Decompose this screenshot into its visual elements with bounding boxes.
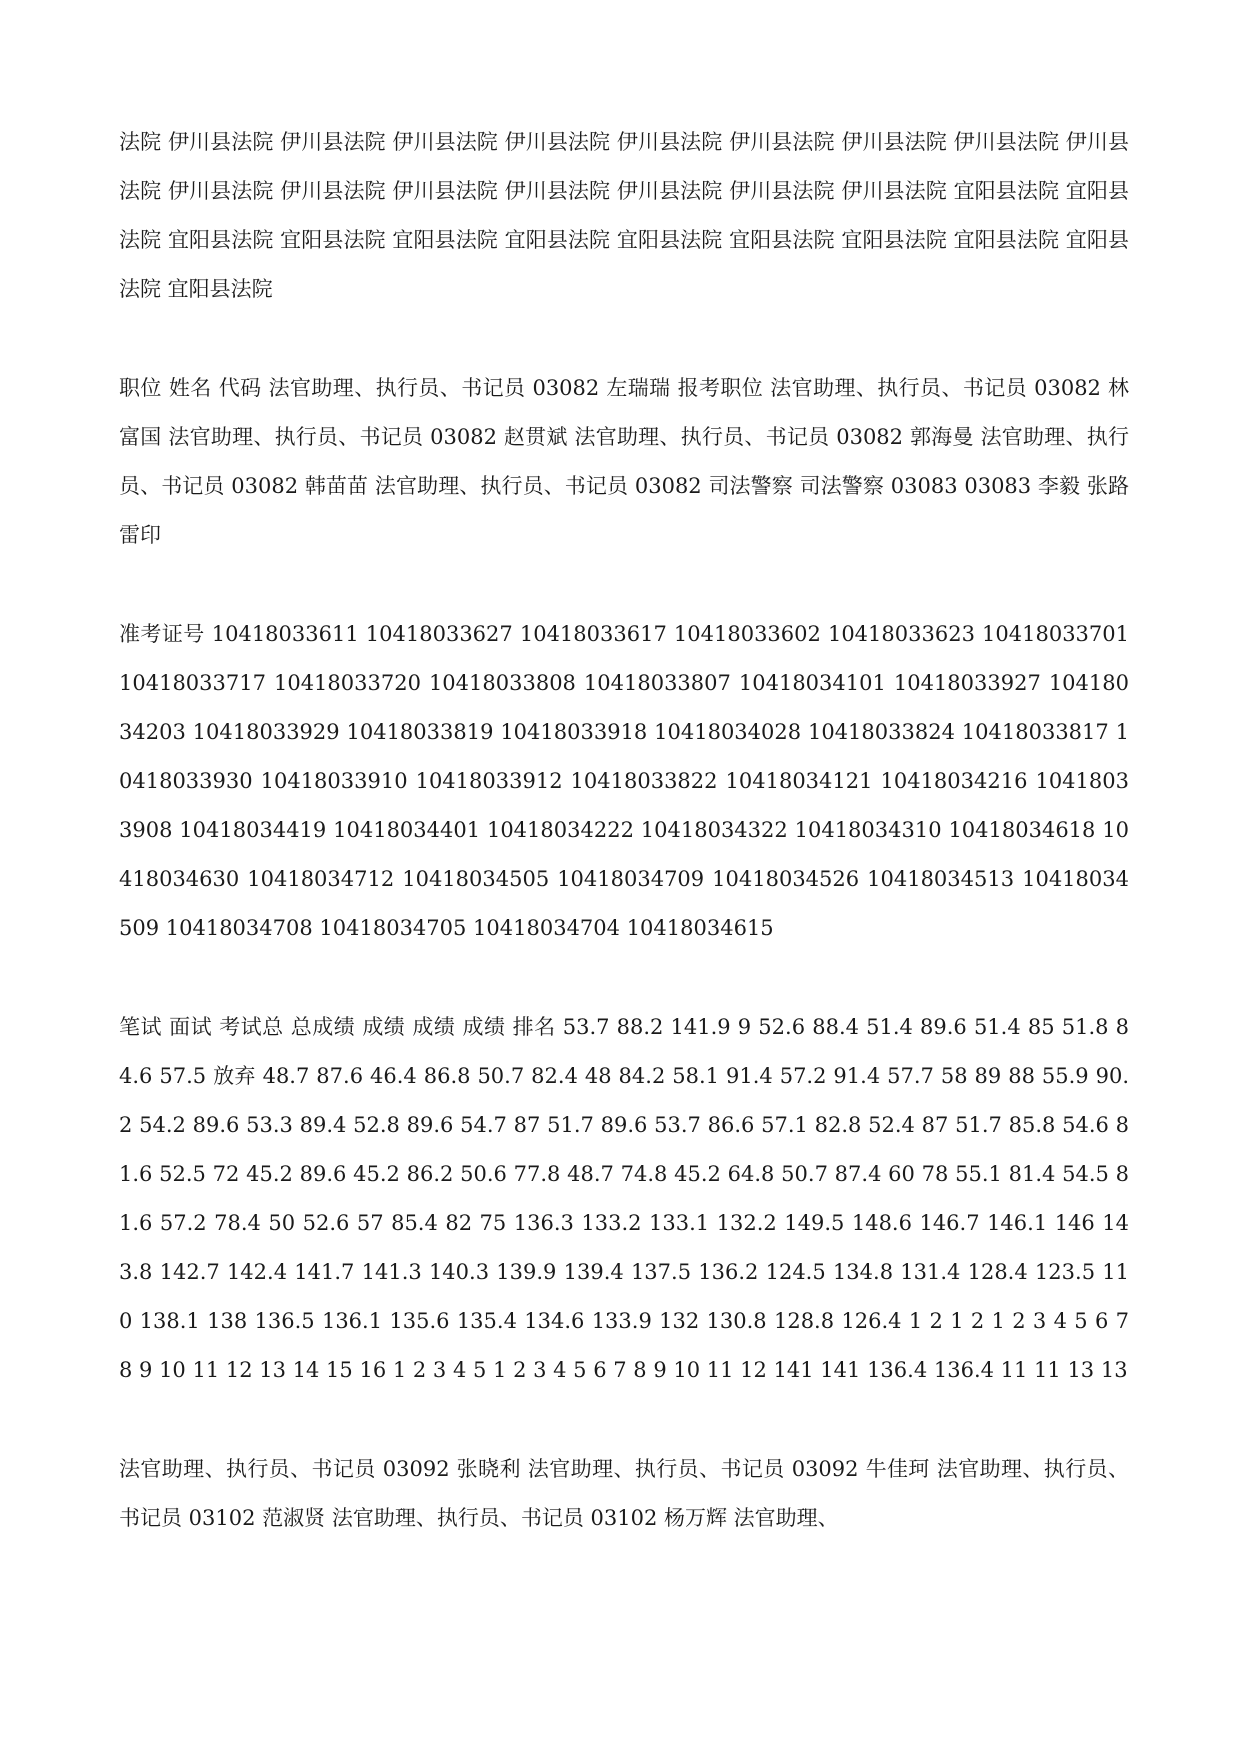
paragraph-exam-ids: 准考证号 10418033611 10418033627 10418033617 10418033602 10418033623 10418033701 10418033717 10418033720 10418033808 10418033807 10418034101 10418033927 10418034203 10418033929 10418033819 10418033918 10418034028 10418033824 10418033817 10418033930 10418033910 10418033912 10418033822 10418034121 10418034216 10418033908 10418034419 10418034401 10418034222 10418034322 10418034310 10418034618 10418034630 10418034712 10418034505 10418034709 10418034526 10418034513 10418034509 10418034708 10418034705 10418034704 10418034615 <box>119 622 1129 940</box>
paragraph-scores: 笔试 面试 考试总 总成绩 成绩 成绩 成绩 排名 53.7 88.2 141.9 9 52.6 88.4 51.4 89.6 51.4 85 51.8 84.6 57.5 放弃 48.7 87.6 46.4 86.8 50.7 82.4 48 84.2 58.1 91.4 57.2 91.4 57.7 58 89 88 55.9 90.2 54.2 89.6 53.3 89.4 52.8 89.6 54.7 87 51.7 89.6 53.7 86.6 57.1 82.8 52.4 87 51.7 85.8 54.6 81.6 52.5 72 45.2 89.6 45.2 86.2 50.6 77.8 48.7 74.8 45.2 64.8 50.7 87.4 60 78 55.1 81.4 54.5 81.6 57.2 78.4 50 52.6 57 85.4 82 75 136.3 133.2 133.1 132.2 149.5 148.6 146.7 146.1 146 143.8 142.7 142.4 141.7 141.3 140.3 139.9 139.4 137.5 136.2 124.5 134.8 131.4 128.4 123.5 110 138.1 138 136.5 136.1 135.6 135.4 134.6 133.9 132 130.8 128.8 126.4 1 2 1 2 1 2 3 4 5 6 7 8 9 10 11 12 13 14 15 16 1 2 3 4 5 1 2 3 4 5 6 7 8 9 10 11 12 141 141 136.4 136.4 11 11 13 13 <box>119 1015 1129 1382</box>
document-page <box>119 118 1129 1543</box>
paragraph-positions-names: 职位 姓名 代码 法官助理、执行员、书记员 03082 左瑞瑞 报考职位 法官助理、执行员、书记员 03082 林富国 法官助理、执行员、书记员 03082 赵贯斌 法官助理、执行员、书记员 03082 郭海曼 法官助理、执行员、书记员 03082 韩苗苗 法官助理、执行员、书记员 03082 司法警察 司法警察 03083 03083 李毅 张路 雷印 <box>119 376 1129 547</box>
paragraph-positions-continued: 法官助理、执行员、书记员 03092 张晓利 法官助理、执行员、书记员 03092 牛佳珂 法官助理、执行员、书记员 03102 范淑贤 法官助理、执行员、书记员 03102 杨万辉 法官助理、 <box>119 1457 1129 1530</box>
paragraph-court-names: 法院 伊川县法院 伊川县法院 伊川县法院 伊川县法院 伊川县法院 伊川县法院 伊川县法院 伊川县法院 伊川县法院 伊川县法院 伊川县法院 伊川县法院 伊川县法院 伊川县法院 伊川县法院 伊川县法院 宜阳县法院 宜阳县法院 宜阳县法院 宜阳县法院 宜阳县法院 宜阳县法院 宜阳县法院 宜阳县法院 宜阳县法院 宜阳县法院 宜阳县法院 宜阳县法院 <box>119 130 1129 301</box>
